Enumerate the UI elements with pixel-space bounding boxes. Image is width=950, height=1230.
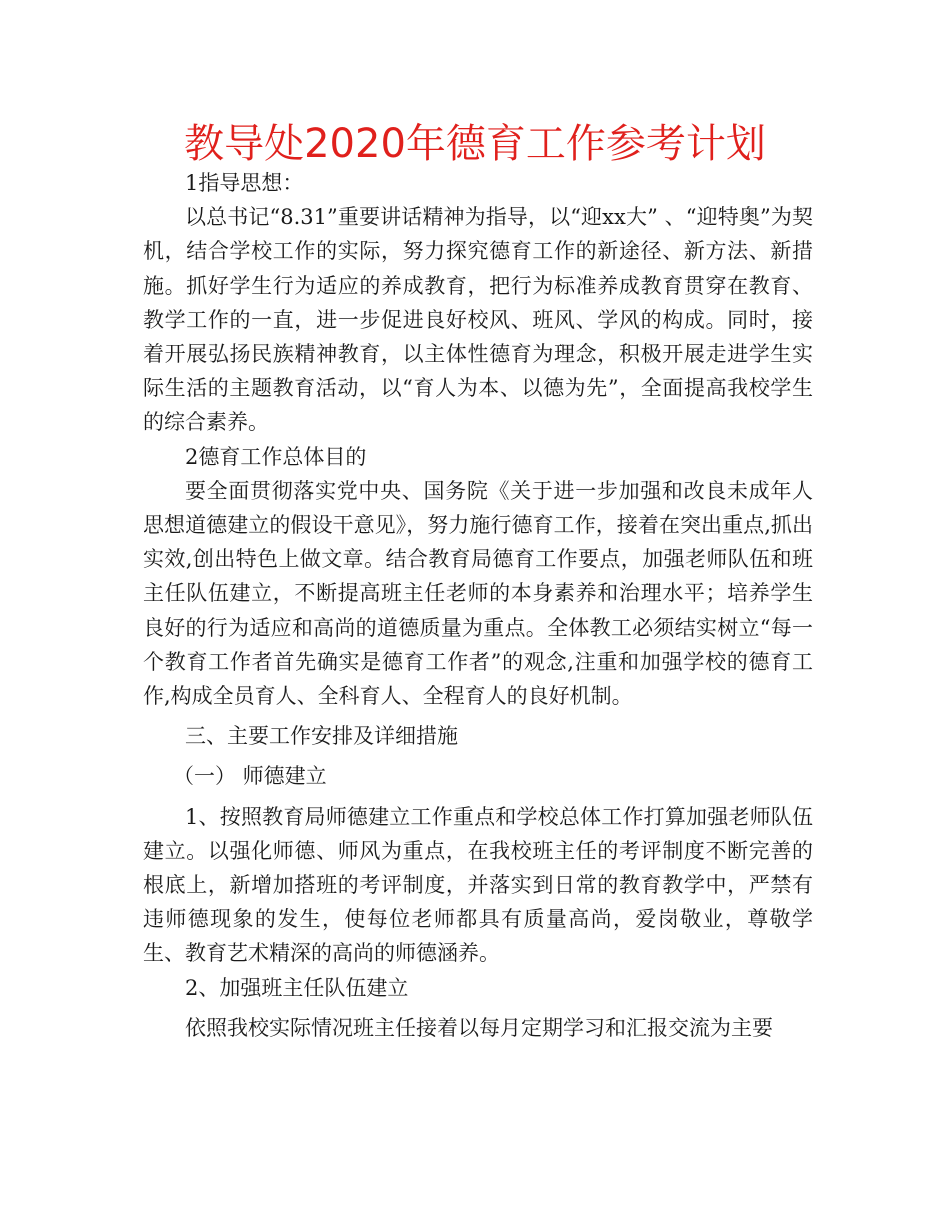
document-body [143, 166, 813, 1045]
subsection-heading-head-teacher-team: 2、加强班主任队伍建立 [185, 975, 409, 1000]
paragraph-overall-goal: 要全面贯彻落实党中央、国务院《关于进一步加强和改良未成年人思想道德建立的假设干意见》，努力施行德育工作，接着在突出重点,抓出实效,创出特色上做文章。结合教育局德育工作要点，加强老师队伍和班主任队伍建立，不断提高班主任老师的本身素养和治理水平；培养学生良好的行为适应和高尚的道德质量为重点。全体教工必须结实树立“每一个教育工作者首先确实是德育工作者”的观念,注重和加强学校的德育工作,构成全员育人、全科育人、全程育人的良好机制。 [143, 478, 813, 709]
document-title: 教导处2020年德育工作参考计划 [184, 121, 766, 167]
paragraph-head-teacher-team: 依照我校实际情况班主任接着以每月定期学习和汇报交流为主要 [185, 1015, 773, 1040]
section-heading-guiding-thought: 1指导思想： [185, 171, 304, 195]
paragraph-guiding-thought: 以总书记“8.31”重要讲话精神为指导，以“迎xx大” 、“迎特奥”为契机，结合学校工作的实际，努力探究德育工作的新途径、新方法、新措施。抓好学生行为适应的养成教育，把行为标准养成教育贯穿在教育、教学工作的一直，进一步促进良好校风、班风、学风的构成。同时，接着开展弘扬民族精神教育，以主体性德育为理念，积极开展走进学生实际生活的主题教育活动，以“育人为本、以德为先”，全面提高我校学生的综合素养。 [143, 205, 813, 435]
paragraph-teacher-ethics: 1、按照教育局师德建立工作重点和学校总体工作打算加强老师队伍建立。以强化师德、师风为重点，在我校班主任的考评制度不断完善的根底上，新增加搭班的考评制度，并落实到日常的教育教学中，严禁有违师德现象的发生，使每位老师都具有质量高尚，爱岗敬业，尊敬学生、教育艺术精深的高尚的师德涵养。 [143, 804, 813, 966]
section-heading-overall-goal: 2德育工作总体目的 [185, 444, 367, 469]
subsection-heading-teacher-ethics: （一） 师德建立 [173, 764, 327, 789]
section-heading-main-work: 三、主要工作安排及详细措施 [185, 724, 458, 749]
